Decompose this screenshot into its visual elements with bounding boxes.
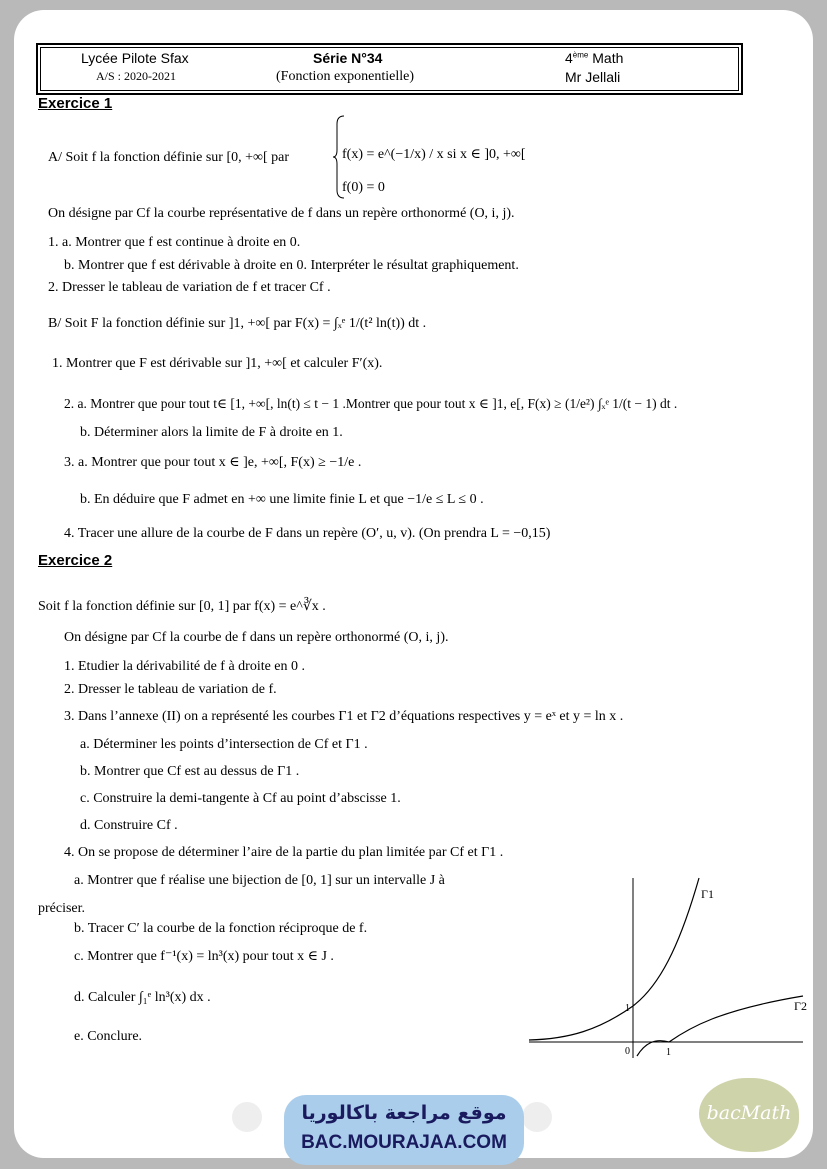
ex1-b3b: b. En déduire que F admet en +∞ une limite finie L et que −1/e ≤ L ≤ 0 .: [80, 492, 484, 507]
ex2-q4a-cont: préciser.: [38, 901, 86, 916]
ex2-q4b: b. Tracer C′ la courbe de la fonction réciproque de f.: [74, 921, 368, 936]
ex2-q4a: a. Montrer que f réalise une bijection de [0, 1] sur un intervalle J à: [74, 873, 445, 888]
ex2-q3c: c. Construire la demi-tangente à Cf au point d’abscisse 1.: [80, 791, 401, 806]
ex1-q1b: b. Montrer que f est dérivable à droite en 0. Interpréter le résultat graphiquement.: [64, 258, 519, 273]
serie-number: Série N°34: [313, 50, 383, 66]
ex1-system-line-2: f(0) = 0: [342, 180, 385, 195]
school-year: A/S : 2020-2021: [96, 69, 177, 83]
ex2-q2: 2. Dresser le tableau de variation de f.: [64, 682, 277, 697]
right-logo: [522, 1102, 552, 1132]
origin-label: 0: [625, 1046, 630, 1057]
ex2-q3: 3. Dans l’annexe (II) on a représenté les courbes Γ1 et Γ2 d’équations respectives y = eˣ et y = ln x .: [64, 709, 624, 724]
ex1-cf-definition: On désigne par Cf la courbe représentative de f dans un repère orthonormé (O, i, j).: [48, 206, 515, 221]
gamma2-label: Γ2: [794, 999, 807, 1013]
ex2-q3d: d. Construire Cf .: [80, 818, 178, 833]
ex2-q4c: c. Montrer que f⁻¹(x) = ln³(x) pour tout x ∈ J .: [74, 949, 334, 964]
exercise-1-title: Exercice 1: [38, 95, 113, 112]
ex1-b1: 1. Montrer que F est dérivable sur ]1, +∞[ et calculer F′(x).: [52, 356, 383, 371]
ex1-a-intro: A/ Soit f la fonction définie sur [0, +∞[ par: [48, 150, 290, 165]
footer-url[interactable]: BAC.MOURAJAA.COM: [301, 1132, 507, 1153]
gamma1-curve: [529, 878, 699, 1040]
serie-topic: (Fonction exponentielle): [276, 69, 415, 84]
exercise-2-title: Exercice 2: [38, 552, 113, 569]
ex1-system-line-1: f(x) = e^(−1/x) / x si x ∈ ]0, +∞[: [342, 147, 526, 162]
ex1-b-intro: B/ Soit F la fonction définie sur ]1, +∞[ par F(x) = ∫ₓᵉ 1/(t² ln(t)) dt .: [48, 316, 427, 331]
gamma1-label: Γ1: [701, 887, 714, 901]
ex1-b2a: 2. a. Montrer que pour tout t∈ [1, +∞[, ln(t) ≤ t − 1 .Montrer que pour tout x ∈ ]1, e[, F(x) ≥ (1/e²) ∫ₓᵉ 1/(t − 1) dt .: [64, 396, 678, 411]
ex1-b4: 4. Tracer une allure de la courbe de F dans un repère (O′, u, v). (On prendra L = −0,15): [64, 526, 551, 541]
ex1-q1a: 1. a. Montrer que f est continue à droite en 0.: [48, 235, 301, 250]
ex2-q1: 1. Etudier la dérivabilité de f à droite en 0 .: [64, 659, 306, 674]
ex1-b3a: 3. a. Montrer que pour tout x ∈ ]e, +∞[, F(x) ≥ −1/e .: [64, 455, 362, 470]
ex2-q4d: d. Calculer ∫₁ᵉ ln³(x) dx .: [74, 990, 211, 1005]
teacher-name: Mr Jellali: [565, 69, 621, 85]
header-box: [36, 43, 743, 95]
y-tick-1: 1: [625, 1003, 630, 1014]
x-tick-1: 1: [666, 1047, 671, 1058]
ex2-intro: Soit f la fonction définie sur [0, 1] par f(x) = e^∛x .: [38, 599, 326, 614]
ex2-q3b: b. Montrer que Cf est au dessus de Γ1 .: [80, 764, 300, 779]
annex-graph: [529, 878, 807, 1058]
gamma2-curve: [637, 996, 803, 1056]
school-name: Lycée Pilote Sfax: [81, 50, 189, 66]
ex1-b2b: b. Déterminer alors la limite de F à droite en 1.: [80, 425, 343, 440]
ex2-q4e: e. Conclure.: [74, 1029, 143, 1044]
footer-arabic-title: موقع مراجعة باكالوريا: [301, 1102, 507, 1124]
document-page: [14, 10, 813, 1158]
ex1-q2: 2. Dresser le tableau de variation de f et tracer Cf .: [48, 280, 331, 295]
ex2-q3a: a. Déterminer les points d’intersection de Cf et Γ1 .: [80, 737, 368, 752]
ex2-q4: 4. On se propose de déterminer l’aire de la partie du plan limitée par Cf et Γ1 .: [64, 845, 504, 860]
ex2-cf-definition: On désigne par Cf la courbe de f dans un repère orthonormé (O, i, j).: [64, 630, 449, 645]
bacmath-logo: bacMath: [699, 1078, 799, 1152]
class-level: 4ème Math: [565, 50, 624, 66]
left-logo: [232, 1102, 262, 1132]
